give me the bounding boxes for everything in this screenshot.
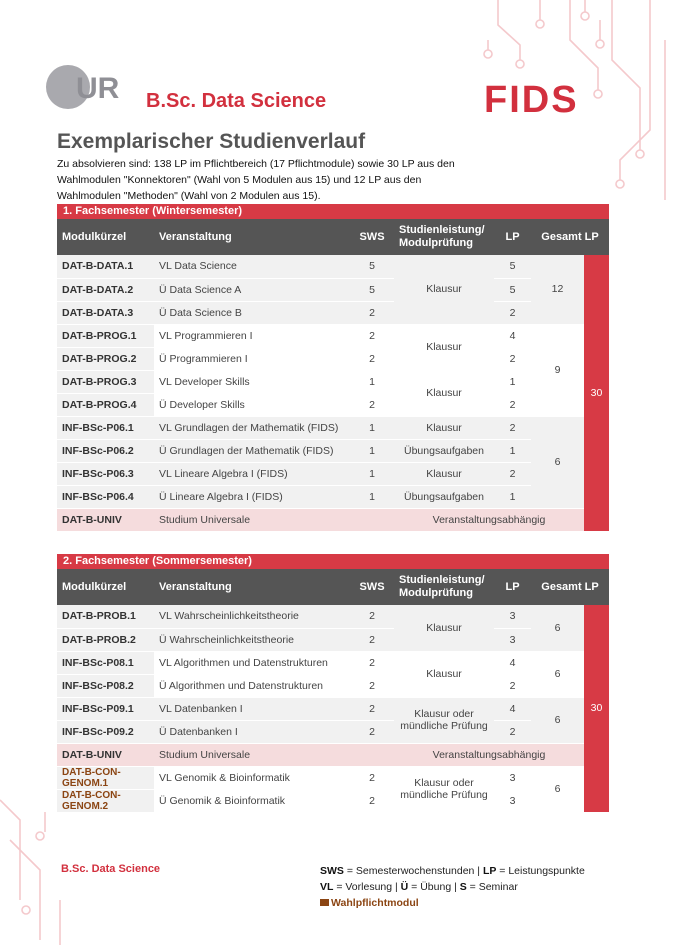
sws-value: 1 — [350, 485, 394, 508]
legend-lp-value: = Leistungspunkte — [496, 865, 585, 877]
group-total: 9 — [531, 324, 584, 416]
legend-sws-key: SWS — [320, 865, 344, 877]
table-row — [57, 416, 609, 439]
course-name: VL Programmieren I — [154, 324, 350, 347]
semester-total: 30 — [584, 255, 609, 531]
lp-value: 1 — [494, 439, 531, 462]
table-row — [57, 439, 609, 462]
course-name: Ü Algorithmen und Datenstrukturen — [154, 674, 350, 697]
sws-value: 5 — [350, 278, 394, 301]
legend-u-value: = Übung | — [408, 881, 460, 893]
ur-logo-text: UR — [76, 72, 120, 105]
course-name: VL Lineare Algebra I (FIDS) — [154, 462, 350, 485]
lp-value: 2 — [494, 347, 531, 370]
exam-type: Klausur oder mündliche Prüfung — [394, 766, 494, 812]
module-code: INF-BSc-P06.2 — [57, 439, 154, 462]
sws-value: 2 — [350, 720, 394, 743]
lp-value: 2 — [494, 462, 531, 485]
table-row — [57, 697, 609, 720]
sws-value: 2 — [350, 324, 394, 347]
sws-value: 2 — [350, 651, 394, 674]
table-row — [57, 628, 609, 651]
exam-type: Veranstaltungsabhängig — [394, 743, 584, 766]
course-name: VL Developer Skills — [154, 370, 350, 393]
sws-value: 1 — [350, 462, 394, 485]
col-header-code: Modulkürzel — [57, 219, 154, 255]
sws-value: 2 — [350, 697, 394, 720]
semester-2-title: 2. Fachsemester (Sommersemester) — [57, 554, 609, 569]
table-row — [57, 605, 609, 628]
col-header-total: Gesamt LP — [531, 219, 609, 255]
exam-type: Klausur — [394, 370, 494, 416]
course-name: VL Data Science — [154, 255, 350, 278]
course-name: Ü Lineare Algebra I (FIDS) — [154, 485, 350, 508]
module-code: DAT-B-UNIV — [57, 508, 154, 531]
col-header-lp: LP — [494, 219, 531, 255]
wahlpflicht-swatch-icon — [320, 899, 329, 906]
sws-value: 1 — [350, 370, 394, 393]
exam-type: Klausur — [394, 651, 494, 697]
footer-program: B.Sc. Data Science — [61, 863, 161, 875]
module-code: INF-BSc-P09.1 — [57, 697, 154, 720]
col-header-total: Gesamt LP — [531, 569, 609, 605]
exam-type: Veranstaltungsabhängig — [394, 508, 584, 531]
table-row — [57, 393, 609, 416]
table-row — [57, 674, 609, 697]
module-code: DAT-B-DATA.3 — [57, 301, 154, 324]
lp-value: 1 — [494, 485, 531, 508]
group-total: 6 — [531, 651, 584, 697]
exam-type: Übungsaufgaben — [394, 485, 494, 508]
table-row-univ — [57, 743, 609, 766]
lp-value: 2 — [494, 720, 531, 743]
group-total: 6 — [531, 766, 584, 812]
lp-value: 3 — [494, 766, 531, 789]
table-row-univ — [57, 508, 609, 531]
col-header-exam: Studienleistung/ Modulprüfung — [394, 569, 494, 605]
sws-value: 1 — [350, 416, 394, 439]
table-row — [57, 255, 609, 278]
legend-s-key: S — [459, 881, 467, 893]
table-row — [57, 651, 609, 674]
ur-logo — [46, 62, 132, 112]
lp-value: 3 — [494, 605, 531, 628]
table-row — [57, 485, 609, 508]
module-code-wahlpflicht: DAT-B-CON-GENOM.2 — [57, 789, 154, 812]
col-header-course: Veranstaltung — [154, 219, 350, 255]
sws-value: 1 — [350, 439, 394, 462]
lp-value: 4 — [494, 324, 531, 347]
exam-type: Übungsaufgaben — [394, 439, 494, 462]
table-row — [57, 324, 609, 347]
semester-1-table-block — [57, 204, 609, 532]
group-total: 6 — [531, 605, 584, 651]
group-total: 6 — [531, 416, 584, 508]
sws-value: 5 — [350, 255, 394, 278]
sws-value: 2 — [350, 789, 394, 812]
lp-value: 4 — [494, 651, 531, 674]
table-row — [57, 301, 609, 324]
module-code: DAT-B-PROG.2 — [57, 347, 154, 370]
exam-type: Klausur — [394, 462, 494, 485]
course-name: Ü Datenbanken I — [154, 720, 350, 743]
course-name: Studium Universale — [154, 508, 350, 531]
course-name: Ü Data Science B — [154, 301, 350, 324]
sws-value: 2 — [350, 674, 394, 697]
lp-value: 3 — [494, 789, 531, 812]
module-code: DAT-B-PROG.4 — [57, 393, 154, 416]
course-name: Ü Genomik & Bioinformatik — [154, 789, 350, 812]
course-name: VL Genomik & Bioinformatik — [154, 766, 350, 789]
legend-line-1 — [320, 863, 585, 879]
course-name: Ü Developer Skills — [154, 393, 350, 416]
module-code: DAT-B-DATA.1 — [57, 255, 154, 278]
semester-1-table — [57, 219, 609, 532]
course-name: Ü Programmieren I — [154, 347, 350, 370]
lp-value: 1 — [494, 370, 531, 393]
lp-value: 3 — [494, 628, 531, 651]
legend — [320, 863, 585, 911]
exam-type: Klausur — [394, 255, 494, 324]
exam-type: Klausur oder mündliche Prüfung — [394, 697, 494, 743]
col-header-course: Veranstaltung — [154, 569, 350, 605]
course-name: VL Grundlagen der Mathematik (FIDS) — [154, 416, 350, 439]
semester-total: 30 — [584, 605, 609, 812]
fids-logo — [484, 80, 612, 116]
module-code: DAT-B-PROG.3 — [57, 370, 154, 393]
sws-value: 2 — [350, 393, 394, 416]
legend-vl-value: = Vorlesung | — [333, 881, 401, 893]
module-code: INF-BSc-P06.3 — [57, 462, 154, 485]
col-header-sws: SWS — [350, 219, 394, 255]
legend-line-3 — [320, 895, 585, 911]
lp-value: 4 — [494, 697, 531, 720]
exam-type: Klausur — [394, 605, 494, 651]
group-total: 6 — [531, 697, 584, 743]
legend-wahlpflicht: Wahlpflichtmodul — [331, 897, 419, 909]
exam-type: Klausur — [394, 324, 494, 370]
course-name: Studium Universale — [154, 743, 350, 766]
sws-value: 2 — [350, 301, 394, 324]
col-header-code: Modulkürzel — [57, 569, 154, 605]
table-row — [57, 789, 609, 812]
legend-vl-key: VL — [320, 881, 334, 893]
legend-u-key: Ü — [400, 881, 409, 893]
lp-value: 2 — [494, 674, 531, 697]
module-code: DAT-B-PROB.1 — [57, 605, 154, 628]
lp-value: 2 — [494, 301, 531, 324]
table-row — [57, 370, 609, 393]
table-row — [57, 766, 609, 789]
lp-value: 2 — [494, 393, 531, 416]
legend-line-2 — [320, 879, 585, 895]
program-title: B.Sc. Data Science — [146, 90, 327, 112]
legend-sws-value: = Semesterwochenstunden | — [343, 865, 483, 877]
fids-logo-text: FIDS — [484, 80, 579, 116]
semester-2-table — [57, 569, 609, 813]
module-code: INF-BSc-P09.2 — [57, 720, 154, 743]
lp-value: 5 — [494, 278, 531, 301]
module-code: INF-BSc-P06.4 — [57, 485, 154, 508]
table-row — [57, 462, 609, 485]
module-code: INF-BSc-P08.2 — [57, 674, 154, 697]
module-code: DAT-B-DATA.2 — [57, 278, 154, 301]
module-code: INF-BSc-P08.1 — [57, 651, 154, 674]
module-code: INF-BSc-P06.1 — [57, 416, 154, 439]
page-title: Exemplarischer Studienverlauf — [57, 130, 366, 153]
legend-s-value: = Seminar — [466, 881, 518, 893]
group-total: 12 — [531, 255, 584, 324]
col-header-exam: Studienleistung/ Modulprüfung — [394, 219, 494, 255]
course-name: VL Wahrscheinlichkeitstheorie — [154, 605, 350, 628]
course-name: Ü Grundlagen der Mathematik (FIDS) — [154, 439, 350, 462]
lp-value: 5 — [494, 255, 531, 278]
semester-1-title: 1. Fachsemester (Wintersemester) — [57, 204, 609, 219]
semester-2-table-block — [57, 554, 609, 813]
sws-value: 2 — [350, 628, 394, 651]
module-code: DAT-B-PROG.1 — [57, 324, 154, 347]
sws-value: 2 — [350, 347, 394, 370]
module-code-wahlpflicht: DAT-B-CON-GENOM.1 — [57, 766, 154, 789]
table-row — [57, 347, 609, 370]
course-name: VL Algorithmen und Datenstrukturen — [154, 651, 350, 674]
course-name: VL Datenbanken I — [154, 697, 350, 720]
exam-type: Klausur — [394, 416, 494, 439]
sws-value: 2 — [350, 605, 394, 628]
course-name: Ü Data Science A — [154, 278, 350, 301]
course-name: Ü Wahrscheinlichkeitstheorie — [154, 628, 350, 651]
table-row — [57, 720, 609, 743]
col-header-lp: LP — [494, 569, 531, 605]
legend-lp-key: LP — [482, 865, 497, 877]
col-header-sws: SWS — [350, 569, 394, 605]
table-row — [57, 278, 609, 301]
module-code: DAT-B-UNIV — [57, 743, 154, 766]
intro-text: Zu absolvieren sind: 138 LP im Pflichtbereich (17 Pflichtmodule) sowie 30 LP aus den Wahlmodulen "Konnektoren" (Wahl von 5 Modulen aus 15) und 12 LP aus den Wahlmodulen "Methoden" (Wahl von 2 Modulen aus 15). — [57, 158, 455, 202]
sws-value: 2 — [350, 766, 394, 789]
module-code: DAT-B-PROB.2 — [57, 628, 154, 651]
lp-value: 2 — [494, 416, 531, 439]
